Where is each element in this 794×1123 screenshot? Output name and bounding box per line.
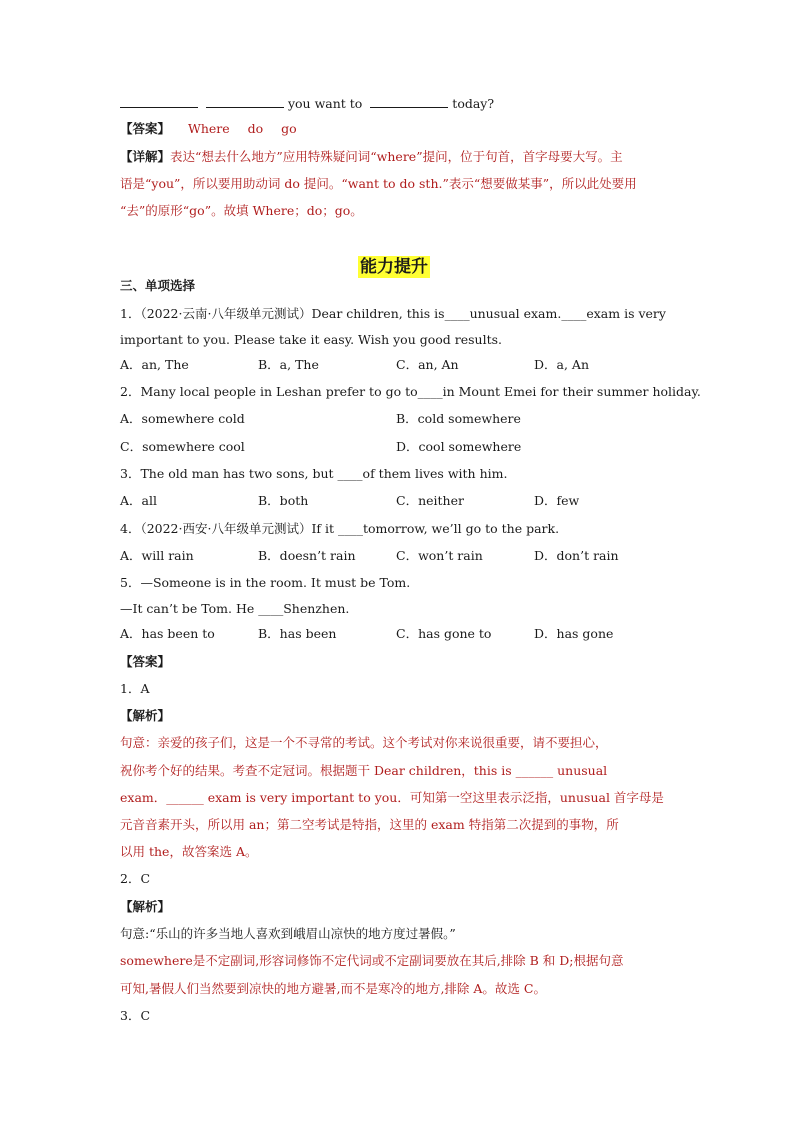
analysis-line: 句意：亲爱的孩子们，这是一个不寻常的考试。这个考试对你来说很重要，请不要担心， xyxy=(120,735,608,750)
analysis-text: an xyxy=(248,817,265,832)
question-line: 1．（2022·云南·八年级单元测试）Dear children, this is____unusual exam.____exam is very xyxy=(120,306,666,321)
analysis-text: Dear children，this is ______ unusual xyxy=(373,763,608,778)
option-b[interactable]: B．a, The xyxy=(258,357,319,372)
question-line: 2．Many local people in Leshan prefer to go to____in Mount Emei for their summer holiday. xyxy=(120,384,701,399)
analysis-text: 是不定副词,形容词修饰不定代词或不定副词要放在其后,排除 B 和 D;根据句意 xyxy=(192,953,624,968)
option-b[interactable]: B．has been xyxy=(258,626,337,641)
answer-tag: 【答案】 xyxy=(120,654,171,669)
option-c[interactable]: C．won’t rain xyxy=(396,548,483,563)
question-end: today? xyxy=(452,96,495,111)
option-c[interactable]: C．neither xyxy=(396,493,464,508)
detail-tag: 【详解】 xyxy=(120,149,171,164)
analysis-tag: 【解析】 xyxy=(120,899,171,914)
option-b[interactable]: B．cold somewhere xyxy=(396,411,521,426)
detail-text: 表达“想去什么地方”应用特殊疑问词“where”提问，位于句首，首字母要大写。主 xyxy=(170,149,623,164)
answer-word: Where xyxy=(188,121,230,136)
analysis-text: ，故答案选 xyxy=(169,844,236,859)
analysis-text: 。 xyxy=(244,844,258,859)
analysis-text: the xyxy=(148,844,170,859)
answer-row xyxy=(120,120,297,138)
question-line: 4．（2022·西安·八年级单元测试）If it ____tomorrow, we’ll go to the park. xyxy=(120,521,560,536)
option-a[interactable]: A．somewhere cold xyxy=(120,411,245,426)
question-line: 3．The old man has two sons, but ____of them lives with him. xyxy=(120,466,508,481)
answer-blank[interactable] xyxy=(120,95,198,108)
option-d[interactable]: D．has gone xyxy=(534,626,614,641)
question-line: 5．—Someone is in the room. It must be Tom. xyxy=(120,575,411,590)
fill-in-question xyxy=(120,95,494,113)
option-d[interactable]: D．cool somewhere xyxy=(396,439,522,454)
analysis-text: 祝你考个好的结果。考查不定冠词。根据题干 xyxy=(120,763,374,778)
detail-line: “去”的原形“go”。故填 Where；do；go。 xyxy=(120,203,363,218)
option-d[interactable]: D．few xyxy=(534,493,580,508)
option-a[interactable]: A．an, The xyxy=(120,357,189,372)
answer-2: 2．C xyxy=(120,871,151,886)
option-a[interactable]: A．has been to xyxy=(120,626,215,641)
answer-3: 3．C xyxy=(120,1008,151,1023)
analysis-text: 以用 xyxy=(120,844,149,859)
option-b[interactable]: B．doesn’t rain xyxy=(258,548,356,563)
answer-word: do xyxy=(247,121,264,136)
answer-1: 1．A xyxy=(120,681,150,696)
question-line: important to you. Please take it easy. Wish you good results. xyxy=(120,332,503,347)
analysis-line xyxy=(120,762,607,780)
option-b[interactable]: B．both xyxy=(258,493,309,508)
detail-line xyxy=(120,148,623,166)
analysis-line xyxy=(120,816,619,834)
answer-word: go xyxy=(281,121,297,136)
answer-tag: 【答案】 xyxy=(120,121,171,136)
analysis-line xyxy=(120,952,624,970)
option-c[interactable]: C．has gone to xyxy=(396,626,492,641)
analysis-text: exam．______ exam is very important to you． xyxy=(120,790,410,805)
analysis-text: exam xyxy=(430,817,465,832)
analysis-tag: 【解析】 xyxy=(120,708,171,723)
detail-line: 语是“you”，所以要用助动词 do 提问。“want to do sth.”表示“想要做某事”，所以此处要用 xyxy=(120,176,637,191)
analysis-text: unusual 首字母是 xyxy=(559,790,664,805)
option-a[interactable]: A．all xyxy=(120,493,157,508)
answer-blank[interactable] xyxy=(206,95,284,108)
analysis-text: 可知第一空这里表示泛指， xyxy=(409,790,560,805)
section-title: 三、单项选择 xyxy=(120,278,196,293)
option-a[interactable]: A．will rain xyxy=(120,548,194,563)
option-d[interactable]: D．don’t rain xyxy=(534,548,619,563)
analysis-text: somewhere xyxy=(120,953,193,968)
analysis-text: 元音音素开头，所以用 xyxy=(120,817,249,832)
option-d[interactable]: D．a, An xyxy=(534,357,589,372)
question-line: —It can’t be Tom. He ____Shenzhen. xyxy=(120,601,350,616)
analysis-line xyxy=(120,843,258,861)
analysis-line: 句意:“乐山的许多当地人喜欢到峨眉山凉快的地方度过暑假。” xyxy=(120,926,456,941)
answer-blank[interactable] xyxy=(370,95,448,108)
option-c[interactable]: C．an, An xyxy=(396,357,459,372)
analysis-line xyxy=(120,789,664,807)
section-heading: 能力提升 xyxy=(360,257,428,277)
analysis-line: 可知,暑假人们当然要到凉快的地方避暑,而不是寒冷的地方,排除 A。故选 C。 xyxy=(120,981,546,996)
analysis-text: 特指第二次提到的事物，所 xyxy=(464,817,619,832)
analysis-text: A xyxy=(235,844,245,859)
analysis-text: ；第二空考试是特指，这里的 xyxy=(264,817,431,832)
option-c[interactable]: C．somewhere cool xyxy=(120,439,245,454)
question-text: you want to xyxy=(287,96,363,111)
